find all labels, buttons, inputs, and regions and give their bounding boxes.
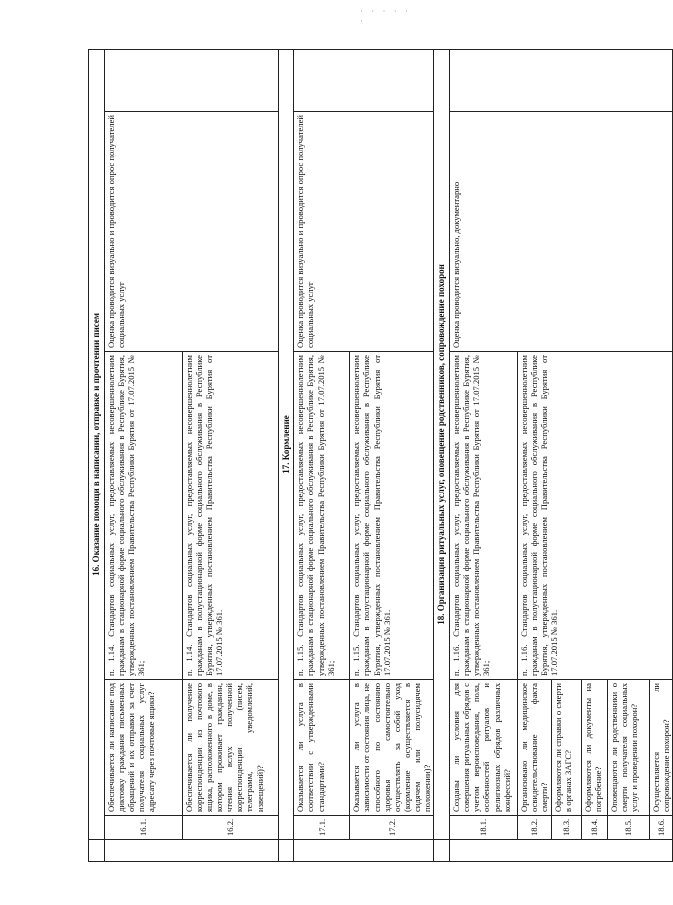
checklist-table bbox=[88, 49, 673, 862]
standard-cell: п. 1.16. Стандартов социальных услуг, предоставляемых несовершеннолетним гражданам в полустационарной форме социального обслуживания в Республике Бурятия, утвержденных постановлением Правительства Республики Бурятия от 17.07.2015 № 361. bbox=[517, 352, 672, 680]
standard-cell: п. 1.16. Стандартов социальных услуг, предоставляемых несовершеннолетним гражданам в стационарной форме социального обслуживания в Республике Бурятия, утвержденных постановлением Правительства Республики Бурятия от 17.07.2015 № 361; bbox=[449, 352, 517, 680]
row-number: 18.6. bbox=[649, 816, 672, 840]
rotated-page bbox=[88, 50, 672, 862]
standard-cell: п. 1.15. Стандартов социальных услуг, предоставляемых несовершеннолетним гражданам в стационарной форме социального обслуживания в Республике Бурятия, утвержденных постановлением Правительства Республики Бурятия от 17.07.2015 № 361; bbox=[294, 352, 350, 680]
blank-cell bbox=[278, 840, 294, 862]
row-number: 16.2. bbox=[182, 816, 278, 840]
scan-artifact: · · · · · · bbox=[360, 6, 411, 26]
question-cell: Обеспечивается ли получение корреспонденции из почтового ящика, расположенного в доме, в котором проживает гражданин, чтения вслух полученной корреспонденции (писем, телеграмм, уведомлений, извещений)? bbox=[182, 680, 278, 816]
evaluation-cell: Оценка проводится визуально, документарно bbox=[449, 112, 672, 352]
row-number: 17.2. bbox=[350, 816, 434, 840]
question-cell: Оповещаются ли родственники о смерти получателя социальных услуг и проведении похорон? bbox=[607, 680, 649, 816]
row-number: 18.5. bbox=[607, 816, 649, 840]
question-cell: Обеспечивается ли написание под диктовку граждания письменных обращений и их отправки за счет получателя социальных услуг адресату через почтовые ящики? bbox=[104, 680, 182, 816]
blank-cell bbox=[449, 49, 672, 111]
row-number: 16.1. bbox=[104, 816, 182, 840]
standard-cell: п. 1.15. Стандартов социальных услуг, предоставляемых несовершеннолетним гражданам в полустационарной форме социального обслуживания в Республике Бурятия, утвержденных постановлением Правительства Республики Бурятия от 17.07.2015 № 361. bbox=[350, 352, 434, 680]
section-heading: 16. Оказание помощи в написании, отправке и прочтении писем bbox=[89, 49, 105, 839]
question-cell: Оформляются ли справки о смерти в органах ЗАГС? bbox=[551, 680, 581, 816]
blank-cell bbox=[104, 49, 278, 111]
section-heading: 18. Организация ритуальных услуг, оповещение родственников, сопровождение похорон bbox=[434, 49, 450, 839]
row-number: 18.2. bbox=[517, 816, 551, 840]
blank-cell bbox=[449, 840, 672, 862]
question-cell: Оформляются ли документы на погребение? bbox=[581, 680, 607, 816]
row-number: 18.3. bbox=[551, 816, 581, 840]
section-heading: 17. Кормление bbox=[278, 49, 294, 839]
question-cell: Осуществляется ли сопровождение похорон? bbox=[649, 680, 672, 816]
blank-cell bbox=[104, 840, 278, 862]
blank-cell bbox=[294, 49, 434, 111]
standard-cell: п. 1.14. Стандартов социальных услуг, предоставляемых несовершеннолетним гражданам в стационарной форме социального обслуживания в Республике Бурятия, утвержденных постановлением Правительства Республики Бурятия от 17.07.2015 № 361; bbox=[104, 352, 182, 680]
evaluation-cell: Оценка проводится визуально и проводится опрос получателей социальных услуг bbox=[104, 112, 278, 352]
row-number: 17.1. bbox=[294, 816, 350, 840]
standard-cell: п. 1.14. Стандартов социальных услуг, предоставляемых несовершеннолетним гражданам в полустационарной форме социального обслуживания в Республике Бурятия, утвержденных постановлением Правительства Республики Бурятия от 17.07.2015 № 361. bbox=[182, 352, 278, 680]
row-number: 18.1. bbox=[449, 816, 517, 840]
evaluation-cell: Оценка проводится визуально и проводится опрос получателей социальных услуг bbox=[294, 112, 434, 352]
blank-cell bbox=[89, 840, 105, 862]
blank-cell bbox=[434, 840, 450, 862]
question-cell: Оказывается ли услуга в соответствии с утвержденными стандартами? bbox=[294, 680, 350, 816]
question-cell: Оказывается ли услуга в зависимости от состояния лица, не способного по состоянию здоровья самостоятельно осуществлять за собой уход (кормление осуществляется в сидячем или полусидячем положении)? bbox=[350, 680, 434, 816]
row-number: 18.4. bbox=[581, 816, 607, 840]
question-cell: Созданы ли условия для совершения ритуальных обрядов с учетом вероисповедания, пола, особенностей ритуалов и религиозных обрядов различных конфессий? bbox=[449, 680, 517, 816]
blank-cell bbox=[294, 840, 434, 862]
question-cell: Организовано ли медицинское освидетельствование факта смерти? bbox=[517, 680, 551, 816]
